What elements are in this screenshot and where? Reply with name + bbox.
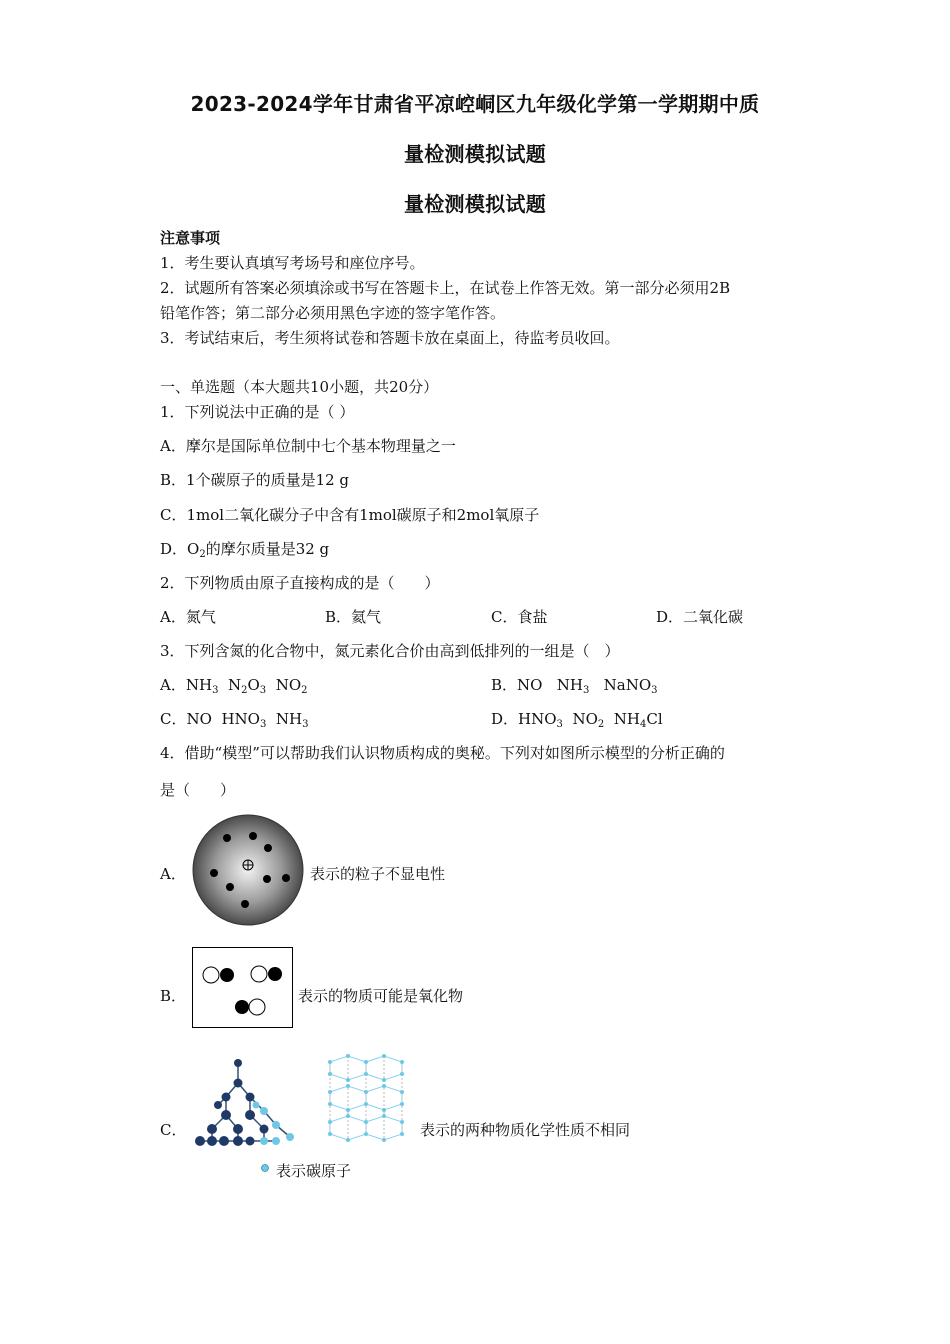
molecule-box	[193, 948, 293, 1028]
q3-option-a: A．$NH_3$ $N_2O_3$ $NO_2$	[160, 676, 308, 696]
electron-dot	[249, 832, 257, 840]
q2-option-a: A．氮气	[160, 608, 216, 626]
q2-stem: 2．下列物质由原子直接构成的是（ ）	[160, 574, 440, 592]
notice-heading: 注意事项	[160, 229, 221, 247]
q4-option-c-label: C．	[160, 1121, 187, 1139]
nucleus-plus-icon	[243, 860, 253, 870]
notice-item-2: 2．试题所有答案必须填涂或书写在答题卡上，在试卷上作答无效。第一部分必须用2B	[160, 279, 731, 297]
q1-option-c: C．1mol二氧化碳分子中含有1mol碳原子和2mol氧原子	[160, 506, 540, 524]
page-title-line1: 2023-2024学年甘肃省平凉崆峒区九年级化学第一学期期中质	[190, 92, 760, 116]
page-title-line3: 量检测模拟试题	[403, 192, 547, 216]
q2-option-c: C．食盐	[491, 608, 548, 626]
q4-option-c-text: 表示的两种物质化学性质不相同	[420, 1121, 631, 1139]
q1-option-a: A．摩尔是国际单位制中七个基本物理量之一	[160, 437, 456, 455]
diamond-structure-figure	[190, 1055, 300, 1150]
molecule-model-figure	[192, 947, 294, 1029]
electron-dot	[264, 844, 272, 852]
q4-stem-line2: 是（ ）	[160, 781, 236, 799]
electron-dot	[223, 834, 231, 842]
q4-stem-line1: 4．借助“模型”可以帮助我们认识物质构成的奥秘。下列对如图所示模型的分析正确的	[160, 744, 725, 762]
q1-option-d: D．$O_2$的摩尔质量是32 g	[160, 540, 330, 560]
q4-option-b-text: 表示的物质可能是氧化物	[298, 987, 464, 1005]
notice-item-3: 3．考试结束后，考生须将试卷和答题卡放在桌面上，待监考员收回。	[160, 329, 620, 347]
notice-item-1: 1．考生要认真填写考场号和座位序号。	[160, 254, 425, 272]
q3-stem: 3．下列含氮的化合物中，氮元素化合价由高到低排列的一组是（ ）	[160, 642, 620, 660]
notice-item-2-cont: 铅笔作答；第二部分必须用黑色字迹的签字笔作答。	[160, 304, 506, 322]
q1-stem: 1．下列说法中正确的是（ ）	[160, 403, 355, 421]
electron-dot	[210, 869, 218, 877]
q4-option-a-label: A．	[160, 865, 186, 883]
q2-option-b: B．氦气	[325, 608, 382, 626]
atom-model-figure	[190, 812, 306, 928]
page-title-line2: 量检测模拟试题	[403, 142, 547, 166]
electron-dot	[263, 875, 271, 883]
electron-dot	[241, 900, 249, 908]
section-heading: 一、单选题（本大题共10小题，共20分）	[160, 378, 439, 396]
q1-option-b: B．1个碳原子的质量是12 g	[160, 471, 350, 489]
electron-dot	[226, 883, 234, 891]
carbon-atom-legend-text: 表示碳原子	[276, 1162, 352, 1180]
q4-option-b-label: B．	[160, 987, 187, 1005]
electron-dot	[282, 874, 290, 882]
carbon-atom-legend-icon	[259, 1162, 271, 1174]
q3-option-b: B．NO $NH_3$ NaNO$_3$	[491, 676, 658, 696]
q3-option-d: D．$HNO_3$ $NO_2$ $NH_4Cl$	[491, 710, 663, 730]
graphite-structure-figure	[322, 1052, 416, 1146]
q2-option-d: D．二氧化碳	[656, 608, 744, 626]
q4-option-a-text: 表示的粒子不显电性	[310, 865, 446, 883]
q3-option-c: C．NO $HNO_3$ $NH_3$	[160, 710, 309, 730]
